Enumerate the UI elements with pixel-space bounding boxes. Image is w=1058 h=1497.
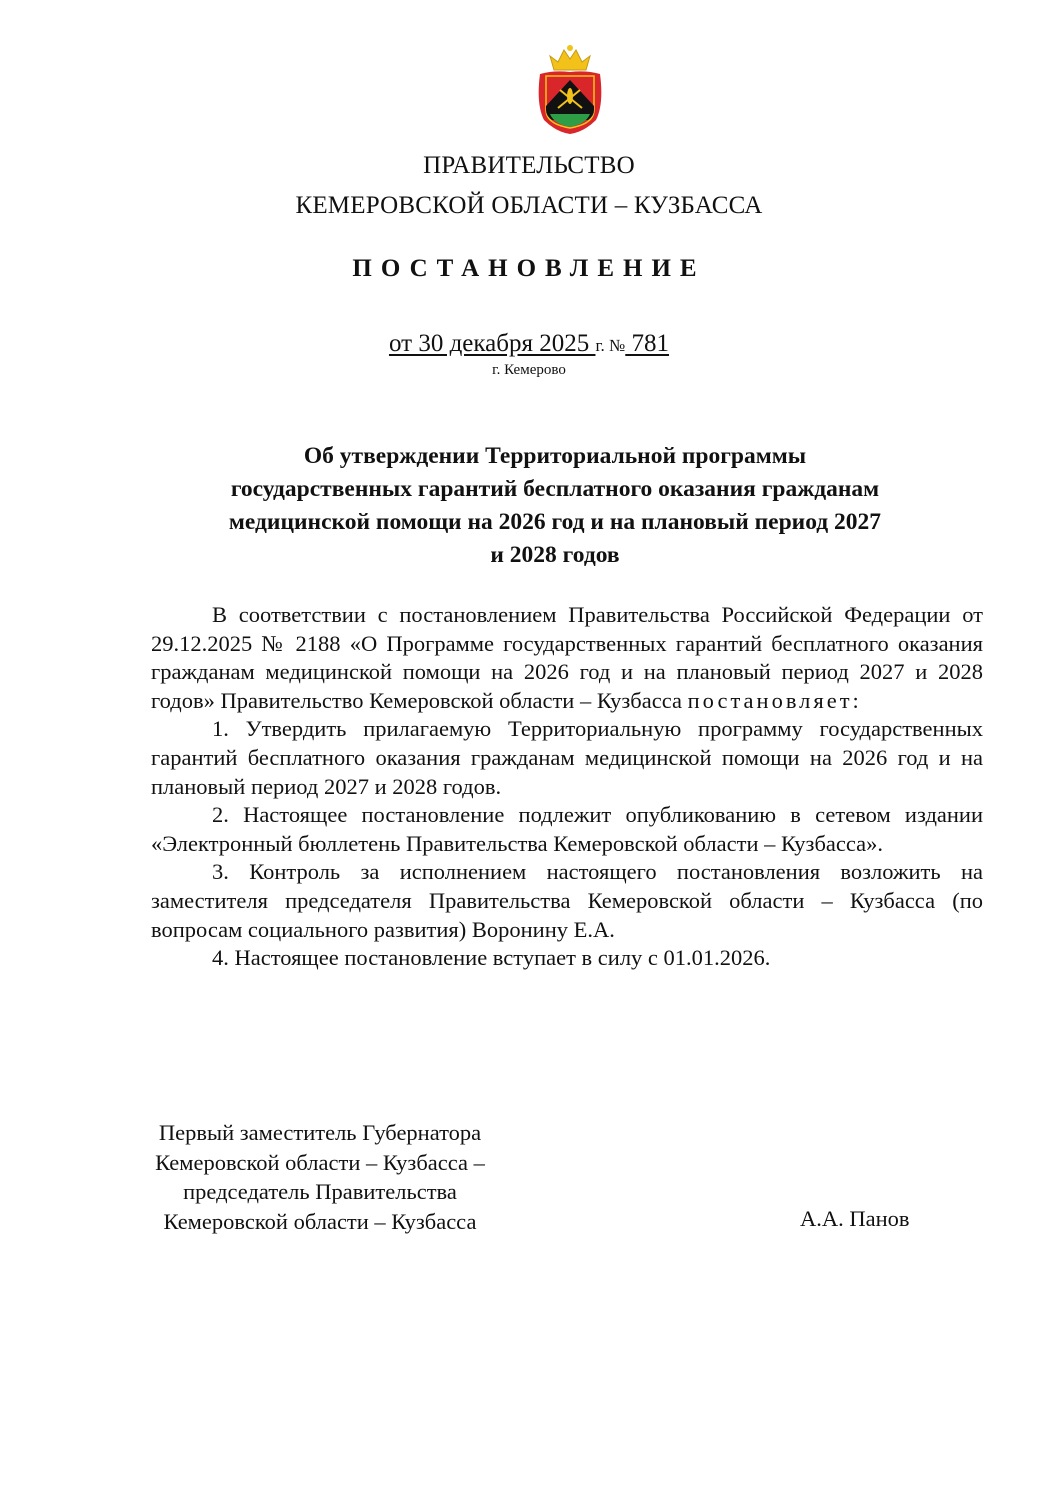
signatory-name: А.А. Панов [800,1206,910,1231]
position-line: Кемеровской области – Кузбасса [163,1208,477,1234]
item-paragraph: 2. Настоящее постановление подлежит опубликованию в сетевом издании «Электронный бюллетень Правительства Кемеровской области – Кузбасса». [151,802,983,856]
government-name-line1: ПРАВИТЕЛЬСТВО [423,152,635,179]
item-paragraph: 4. Настоящее постановление вступает в силу с 01.01.2026. [212,945,771,971]
document-date: от 30 декабря 2025 [388,330,596,357]
preamble-text: В соответствии с постановлением Правительства Российской Федерации от 29.12.2025 № 2188 «О Программе государственных гарантий бесплатного оказания гражданам медицинской помощи на 2026 год и на плановый период 2027 и 2028 годов» Правительство Кемеровской области – Кузбасса [151,602,983,713]
city: г. Кемерово [492,362,566,378]
position-line: председатель Правительства [183,1179,457,1204]
year-suffix: г. [595,336,605,355]
item-paragraph: 3. Контроль за исполнением настоящего постановления возложить на заместителя председателя Правительства Кемеровской области – Кузбасса (по вопросам социального развития) Воронину Е.А. [151,859,983,942]
document-heading: Об утверждении Территориальной программы государственных гарантий бесплатного оказания гражданам медицинской помощи на 2026 год и на плановый период 2027 и 2028 годов [228,443,882,568]
government-name-line2: КЕМЕРОВСКОЙ ОБЛАСТИ – КУЗБАССА [295,192,763,219]
position-line: Кемеровской области – Кузбасса – [155,1149,485,1175]
resolves-text: постановляет: [687,687,862,713]
position-line: Первый заместитель Губернатора [158,1120,482,1145]
preamble-paragraph [151,601,983,715]
document-number: 781 [625,330,670,357]
document-body [151,601,983,973]
signatory-position [130,1118,510,1236]
document-type-title: ПОСТАНОВЛЕНИЕ [352,255,706,282]
coat-of-arms-emblem [530,44,610,136]
date-number-line [0,330,1058,358]
number-sign: № [604,336,626,355]
item-paragraph: 1. Утвердить прилагаемую Территориальную программу государственных гарантий бесплатного оказания гражданам медицинской помощи на 2026 год и на плановый период 2027 и 2028 годов. [151,716,983,799]
